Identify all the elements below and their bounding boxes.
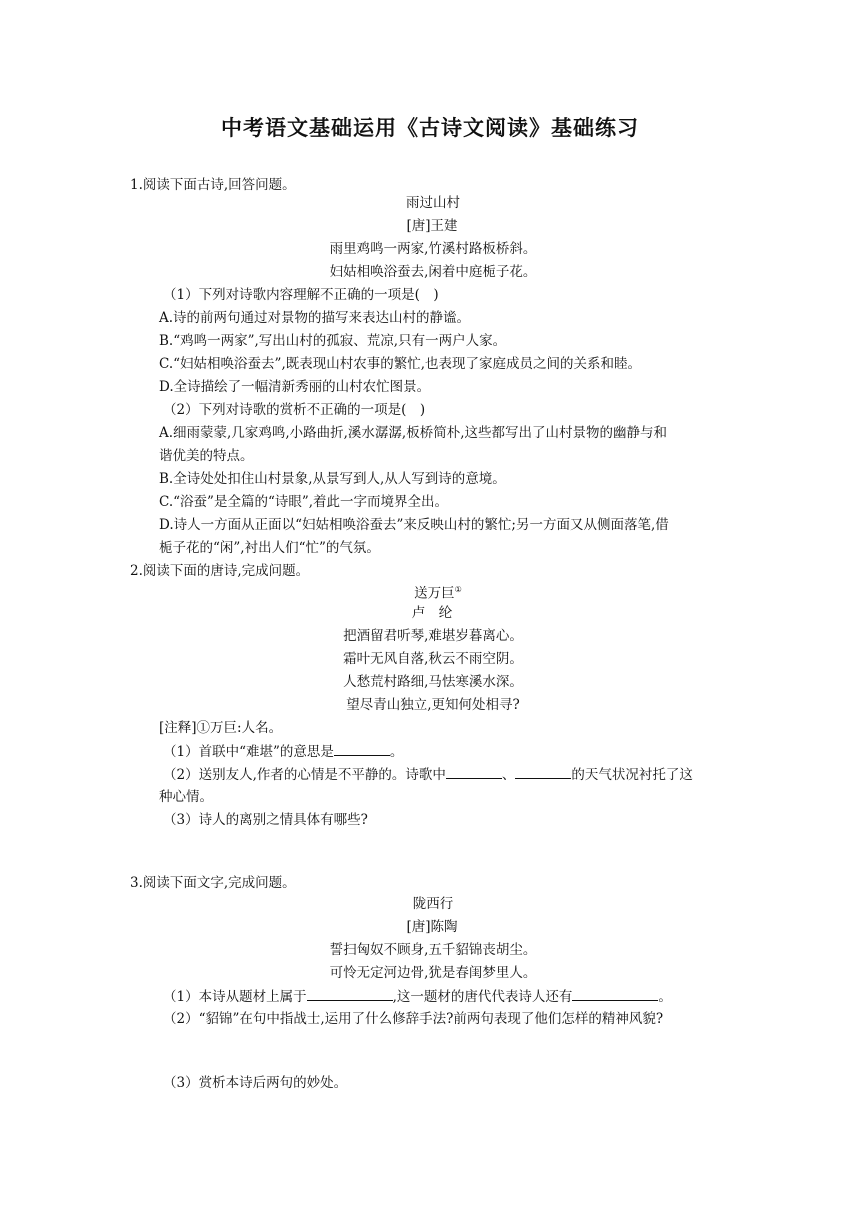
footnote-marker: ① <box>454 585 462 594</box>
q3-poem-line: 可怜无定河边骨,犹是春闺梦里人。 <box>329 965 537 981</box>
q1-sub1-option-a: A.诗的前两句通过对景物的描写来表达山村的静谧。 <box>159 310 471 326</box>
answer-blank[interactable] <box>334 741 390 756</box>
q1-prompt: 1.阅读下面古诗,回答问题。 <box>130 177 296 193</box>
q1-sub2-option-c: C.“浴蚕”是全篇的“诗眼”,着此一字而境界全出。 <box>159 494 449 510</box>
q2-poem-line: 霜叶无风自落,秋云不雨空阴。 <box>343 651 523 667</box>
page-title: 中考语文基础运用《古诗文阅读》基础练习 <box>221 116 639 140</box>
q1-sub1-option-b: B.“鸡鸣一两家”,写出山村的孤寂、荒凉,只有一两户人家。 <box>159 333 507 349</box>
q1-sub2-option-d: D.诗人一方面从正面以“妇姑相唤浴蚕去”来反映山村的繁忙;另一方面又从侧面落笔,借 <box>159 517 669 533</box>
q2-poem-line: 人愁荒村路细,马怯寒溪水深。 <box>343 674 523 690</box>
q1-sub2-option-b: B.全诗处处扣住山村景象,从景写到人,从人写到诗的意境。 <box>159 471 506 487</box>
q3-poem-title: 陇西行 <box>412 896 454 912</box>
q3-sub1: （1）本诗从题材上属于 ,这一题材的唐代代表诗人还有 。 <box>163 986 672 1007</box>
q1-sub2-option-d-cont: 栀子花的“闲”,衬出人们“忙”的气氛。 <box>159 540 380 556</box>
q1-sub2-stem: （2）下列对诗歌的赏析不正确的一项是( ) <box>163 402 426 418</box>
q2-sub1: （1）首联中“难堪”的意思是 。 <box>163 741 403 762</box>
q1-sub2-option-a-cont: 谐优美的特点。 <box>159 448 254 464</box>
q1-poem-line: 妇姑相唤浴蚕去,闲着中庭栀子花。 <box>329 264 537 280</box>
q1-poem-title: 雨过山村 <box>406 195 460 211</box>
q2-prompt: 2.阅读下面的唐诗,完成问题。 <box>130 563 310 579</box>
answer-blank[interactable] <box>572 986 658 1001</box>
q2-poem-line: 望尽青山独立,更知何处相寻? <box>346 697 520 713</box>
q2-sub2-cont: 种心情。 <box>159 789 213 805</box>
answer-blank[interactable] <box>307 986 393 1001</box>
q2-sub2: （2）送别友人,作者的心情是不平静的。诗歌中 、 的天气状况衬托了这 <box>163 764 693 785</box>
q1-sub1-option-d: D.全诗描绘了一幅清新秀丽的山村农忙图景。 <box>159 379 431 395</box>
q1-poem-line: 雨里鸡鸣一两家,竹溪村路板桥斜。 <box>329 241 537 257</box>
q3-sub2: （2）“貂锦”在句中指战士,运用了什么修辞手法?前两句表现了他们怎样的精神风貌? <box>163 1011 664 1027</box>
q1-poem-author: [唐]王建 <box>406 218 458 234</box>
q2-poem-author: 卢 纶 <box>411 605 453 621</box>
q2-sub3: （3）诗人的离别之情具体有哪些? <box>163 812 368 828</box>
answer-blank[interactable] <box>446 764 502 779</box>
q2-poem-title: 送万巨① <box>414 585 462 602</box>
q1-sub2-option-a: A.细雨蒙蒙,几家鸡鸣,小路曲折,溪水潺潺,板桥简朴,这些都写出了山村景物的幽静与和 <box>159 425 667 441</box>
q3-sub3: （3）赏析本诗后两句的妙处。 <box>163 1075 348 1091</box>
q1-sub1-stem: （1）下列对诗歌内容理解不正确的一项是( ) <box>163 287 439 303</box>
q3-poem-author: [唐]陈陶 <box>406 919 458 935</box>
q1-sub1-option-c: C.“妇姑相唤浴蚕去”,既表现山村农事的繁忙,也表现了家庭成员之间的关系和睦。 <box>159 356 642 372</box>
q3-prompt: 3.阅读下面文字,完成问题。 <box>130 875 296 891</box>
q2-annotation: [注释]①万巨:人名。 <box>159 720 283 736</box>
answer-blank[interactable] <box>515 764 571 779</box>
q3-poem-line: 誓扫匈奴不顾身,五千貂锦丧胡尘。 <box>329 942 537 958</box>
q2-poem-line: 把酒留君听琴,难堪岁暮离心。 <box>343 628 523 644</box>
